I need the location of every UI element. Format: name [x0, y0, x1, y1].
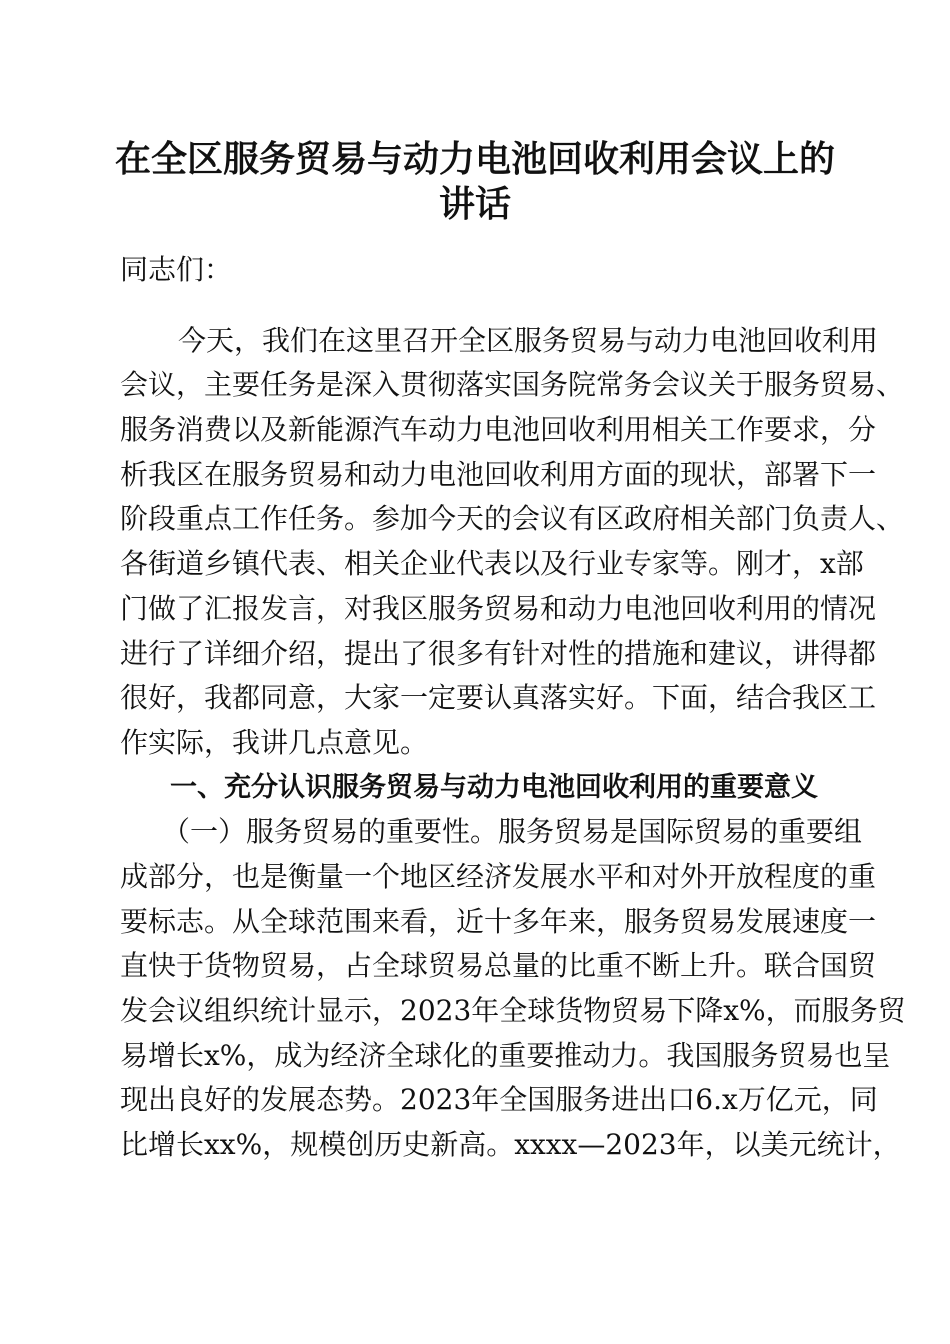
section-heading: 一、充分认识服务贸易与动力电池回收利用的重要意义 — [170, 771, 818, 803]
title-line: 讲话 — [438, 183, 511, 225]
text-line: 门做了汇报发言，对我区服务贸易和动力电池回收利用的情况 — [120, 591, 877, 625]
paragraph-intro — [120, 319, 905, 766]
document-title — [100, 137, 850, 227]
text-line: 今天，我们在这里召开全区服务贸易与动力电池回收利用 — [178, 323, 879, 357]
text-line: 服务消费以及新能源汽车动力电池回收利用相关工作要求，分 — [120, 413, 877, 447]
paragraph-service-trade — [120, 810, 906, 1168]
text-line: 很好，我都同意，大家一定要认真落实好。下面，结合我区工 — [120, 681, 877, 715]
text-line: 各街道乡镇代表、相关企业代表以及行业专家等。刚才，x部 — [120, 547, 864, 581]
text-line: 直快于货物贸易，占全球贸易总量的比重不断上升。联合国贸 — [120, 949, 877, 983]
document-body — [120, 248, 906, 1168]
text-line: （一）服务贸易的重要性。服务贸易是国际贸易的重要组 — [162, 815, 863, 849]
text-line: 易增长x%，成为经济全球化的重要推动力。我国服务贸易也呈 — [120, 1038, 891, 1072]
text-line: 要标志。从全球范围来看，近十多年来，服务贸易发展速度一 — [120, 904, 877, 938]
text-line: 作实际，我讲几点意见。 — [120, 725, 429, 759]
text-line: 成部分，也是衡量一个地区经济发展水平和对外开放程度的重 — [120, 859, 877, 893]
text-line: 阶段重点工作任务。参加今天的会议有区政府相关部门负责人、 — [120, 502, 905, 536]
text-line: 比增长xx%，规模创历史新高。xxxx—2023年，以美元统计， — [120, 1128, 901, 1162]
text-line: 析我区在服务贸易和动力电池回收利用方面的现状，部署下一 — [120, 457, 877, 491]
text-line: 现出良好的发展态势。2023年全国服务进出口6.x万亿元，同 — [120, 1083, 878, 1117]
title-line: 在全区服务贸易与动力电池回收利用会议上的 — [114, 138, 835, 180]
salutation: 同志们： — [120, 253, 233, 286]
text-line: 进行了详细介绍，提出了很多有针对性的措施和建议，讲得都 — [120, 636, 877, 670]
text-line: 发会议组织统计显示，2023年全球货物贸易下降x%，而服务贸 — [120, 994, 906, 1027]
text-line: 会议，主要任务是深入贯彻落实国务院常务会议关于服务贸易、 — [120, 368, 905, 402]
